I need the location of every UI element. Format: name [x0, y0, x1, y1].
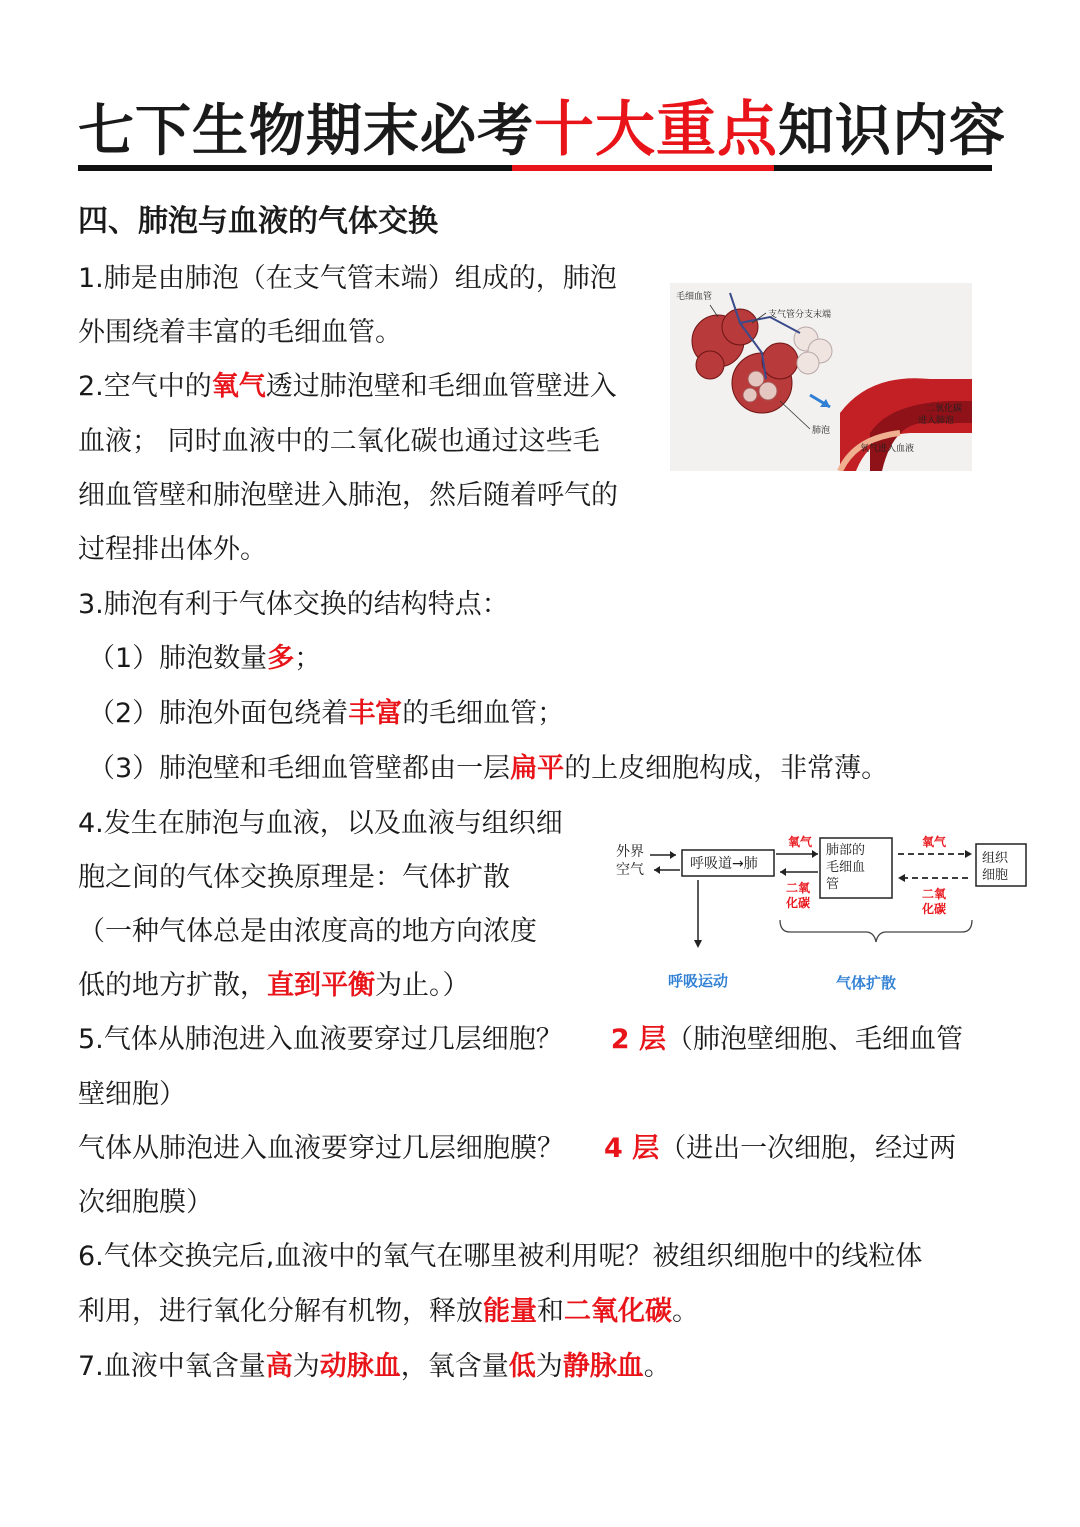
svg-text:细胞: 细胞 — [982, 868, 1009, 883]
label-o2-in: 氧气进入血液 — [860, 444, 915, 454]
p4-line2: 胞之间的气体交换原理是：气体扩散 — [78, 862, 510, 893]
p4-line3: （一种气体总是由浓度高的地方向浓度 — [78, 916, 537, 947]
section-heading: 四、肺泡与血液的气体交换 — [78, 204, 438, 239]
title-part1: 七下生物期末必考 — [78, 99, 534, 164]
outside-air-2: 空气 — [616, 862, 644, 878]
p3-item2: （2）肺泡外面包绕着丰富的毛细血管； — [88, 698, 565, 729]
svg-text:毛细血: 毛细血 — [826, 860, 866, 875]
svg-text:肺部的: 肺部的 — [826, 843, 866, 858]
label-co2-in: 二氧化碳 — [926, 404, 963, 414]
p6-line2: 利用，进行氧化分解有机物，释放能量和二氧化碳。 — [78, 1296, 699, 1327]
label-co2-in2: 进入肺泡 — [918, 416, 955, 426]
outside-air-1: 外界 — [616, 844, 644, 860]
p6-line1: 6.气体交换完后,血液中的氧气在哪里被利用呢？被组织细胞中的线粒体 — [78, 1241, 923, 1272]
answer-4-layers: 4 层 — [604, 1133, 660, 1164]
p4-line4: 低的地方扩散，直到平衡为止。） — [78, 970, 470, 1001]
title-part2: 知识内容 — [778, 99, 1006, 164]
p5-line4: 次细胞膜） — [78, 1187, 213, 1218]
p5-line2: 壁细胞） — [78, 1079, 186, 1110]
co2-label-b-2: 化碳 — [922, 902, 947, 916]
p3-item3: （3）肺泡壁和毛细血管壁都由一层扁平的上皮细胞构成，非常薄。 — [88, 753, 889, 784]
p2-line4: 过程排出体外。 — [78, 534, 267, 565]
highlight-oxygen: 氧气 — [211, 371, 266, 402]
label-alveoli: 肺泡 — [812, 426, 831, 436]
breathing-label: 呼吸运动 — [668, 972, 729, 990]
diffusion-label: 气体扩散 — [836, 974, 897, 992]
airway-label: 呼吸道→肺 — [690, 856, 758, 872]
p1-line1: 1.肺是由肺泡（在支气管末端）组成的，肺泡 — [78, 263, 617, 294]
p3-heading: 3.肺泡有利于气体交换的结构特点： — [78, 589, 509, 620]
co2-label-a-2: 化碳 — [786, 896, 811, 910]
p5-line1: 5.气体从肺泡进入血液要穿过几层细胞？ 2 层（肺泡壁细胞、毛细血管 — [78, 1024, 963, 1055]
answer-2-layers: 2 层 — [610, 1024, 666, 1055]
title-highlight: 十大重点 — [534, 95, 778, 165]
o2-label-a: 氧气 — [788, 835, 813, 849]
svg-text:组织: 组织 — [982, 851, 1009, 866]
page-title — [78, 92, 1006, 168]
p1-line2: 外围绕着丰富的毛细血管。 — [78, 317, 402, 348]
p2-line3: 细血管壁和肺泡壁进入肺泡，然后随着呼气的 — [78, 480, 618, 511]
label-bronchi: 支气管分支末端 — [768, 310, 832, 320]
label-capillary: 毛细血管 — [676, 292, 713, 302]
p3-item1: （1）肺泡数量多； — [88, 643, 322, 674]
gas-exchange-flow — [610, 820, 1030, 1000]
p7-line: 7.血液中氧含量高为动脉血，氧含量低为静脉血。 — [78, 1351, 671, 1382]
o2-label-b: 氧气 — [922, 835, 947, 849]
title-underline-highlight — [512, 165, 774, 171]
p5-line3: 气体从肺泡进入血液要穿过几层细胞膜？ 4 层（进出一次细胞，经过两 — [78, 1133, 957, 1164]
gas-exchange-diagram — [610, 820, 1030, 1000]
p4-line1: 4.发生在肺泡与血液，以及血液与组织细 — [78, 808, 563, 839]
p2-line1: 2.空气中的氧气透过肺泡壁和毛细血管壁进入 — [78, 371, 617, 402]
alveoli-illustration — [670, 283, 972, 471]
co2-label-a-1: 二氧 — [786, 881, 811, 895]
svg-text:管: 管 — [826, 877, 840, 892]
alveoli-figure — [670, 283, 972, 471]
co2-label-b-1: 二氧 — [922, 887, 947, 901]
p2-line2: 血液； 同时血液中的二氧化碳也通过这些毛 — [78, 426, 600, 457]
